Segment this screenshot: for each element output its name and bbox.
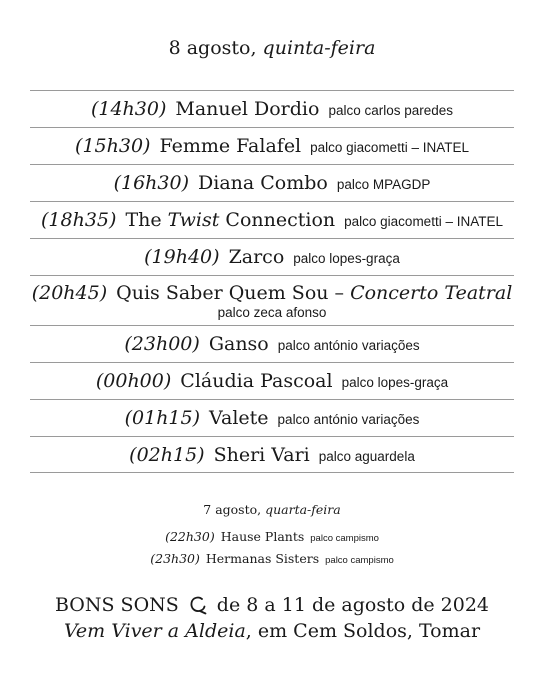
- row-artist: Hermanas Sisters: [205, 551, 320, 566]
- footer-brand: BONS SONS: [54, 594, 179, 616]
- row-time: (22h30): [165, 529, 215, 544]
- row-artist: Zarco: [228, 246, 285, 268]
- row-stage: palco giacometti – INATEL: [310, 140, 469, 155]
- row-stage: palco zeca afonso: [217, 304, 327, 320]
- row-stage: palco MPAGDP: [336, 177, 431, 192]
- schedule-row: [30, 362, 514, 399]
- main-schedule: [30, 90, 514, 473]
- footer-slogan: Vem Viver a Aldeia: [63, 620, 246, 642]
- row-time: (00h00): [95, 370, 172, 392]
- schedule-row: [30, 275, 514, 325]
- footer-line-slogan: [0, 618, 544, 644]
- row-time: (18h35): [41, 209, 117, 231]
- main-weekday: quinta-feira: [262, 37, 376, 59]
- row-stage: palco antónio variações: [277, 412, 420, 427]
- secondary-weekday: quarta-feira: [265, 502, 341, 517]
- row-time: (23h30): [150, 551, 200, 566]
- footer-location: , em Cem Soldos, Tomar: [245, 620, 481, 642]
- schedule-row: [30, 436, 514, 473]
- schedule-row: [30, 238, 514, 275]
- schedule-row: [30, 90, 514, 127]
- row-time: (01h15): [124, 407, 201, 429]
- row-artist: Diana Combo: [198, 172, 328, 194]
- row-time: (23h00): [124, 333, 200, 355]
- secondary-row: [0, 527, 544, 549]
- row-artist: Valete: [209, 407, 269, 429]
- row-stage: palco lopes-graça: [293, 251, 400, 266]
- secondary-date: 7 agosto,: [203, 502, 262, 517]
- row-stage: palco aguardela: [318, 448, 415, 464]
- row-stage: palco campismo: [310, 533, 379, 544]
- secondary-row: [0, 549, 544, 571]
- schedule-row: [30, 164, 514, 201]
- row-stage: palco antónio variações: [277, 338, 420, 353]
- row-time: (16h30): [113, 172, 190, 194]
- row-stage: palco campismo: [325, 555, 394, 566]
- page-heading: [0, 34, 544, 62]
- row-stage: palco carlos paredes: [328, 103, 454, 118]
- schedule-row: [30, 399, 514, 436]
- row-stage: palco giacometti – INATEL: [344, 214, 503, 229]
- row-artist: Sheri Vari: [213, 443, 310, 466]
- row-time: (15h30): [75, 135, 151, 157]
- footer-line-brand: [0, 592, 544, 618]
- main-date: 8 agosto,: [168, 37, 257, 59]
- secondary-schedule: [0, 501, 544, 571]
- schedule-row: [30, 127, 514, 164]
- row-artist: Quis Saber Quem Sou – Concerto Teatral: [116, 281, 513, 304]
- row-stage: palco lopes-graça: [341, 375, 449, 390]
- row-time: (02h15): [129, 443, 205, 466]
- schedule-row: [30, 201, 514, 238]
- row-time: (19h40): [144, 246, 220, 268]
- footer: [0, 592, 544, 644]
- row-artist: Femme Falafel: [159, 135, 302, 157]
- row-artist: Cláudia Pascoal: [180, 370, 333, 392]
- row-time: (14h30): [90, 98, 167, 120]
- footer-dates: de 8 a 11 de agosto de 2024: [216, 594, 489, 616]
- schedule-row: [30, 325, 514, 362]
- swirl-logo-icon: [187, 594, 209, 616]
- secondary-heading: [0, 501, 544, 519]
- row-artist: Hause Plants: [220, 529, 305, 544]
- row-artist: Manuel Dordio: [175, 98, 320, 120]
- row-time: (20h45): [31, 281, 108, 304]
- row-artist: Ganso: [208, 333, 269, 355]
- row-artist: The Twist Connection: [125, 209, 336, 231]
